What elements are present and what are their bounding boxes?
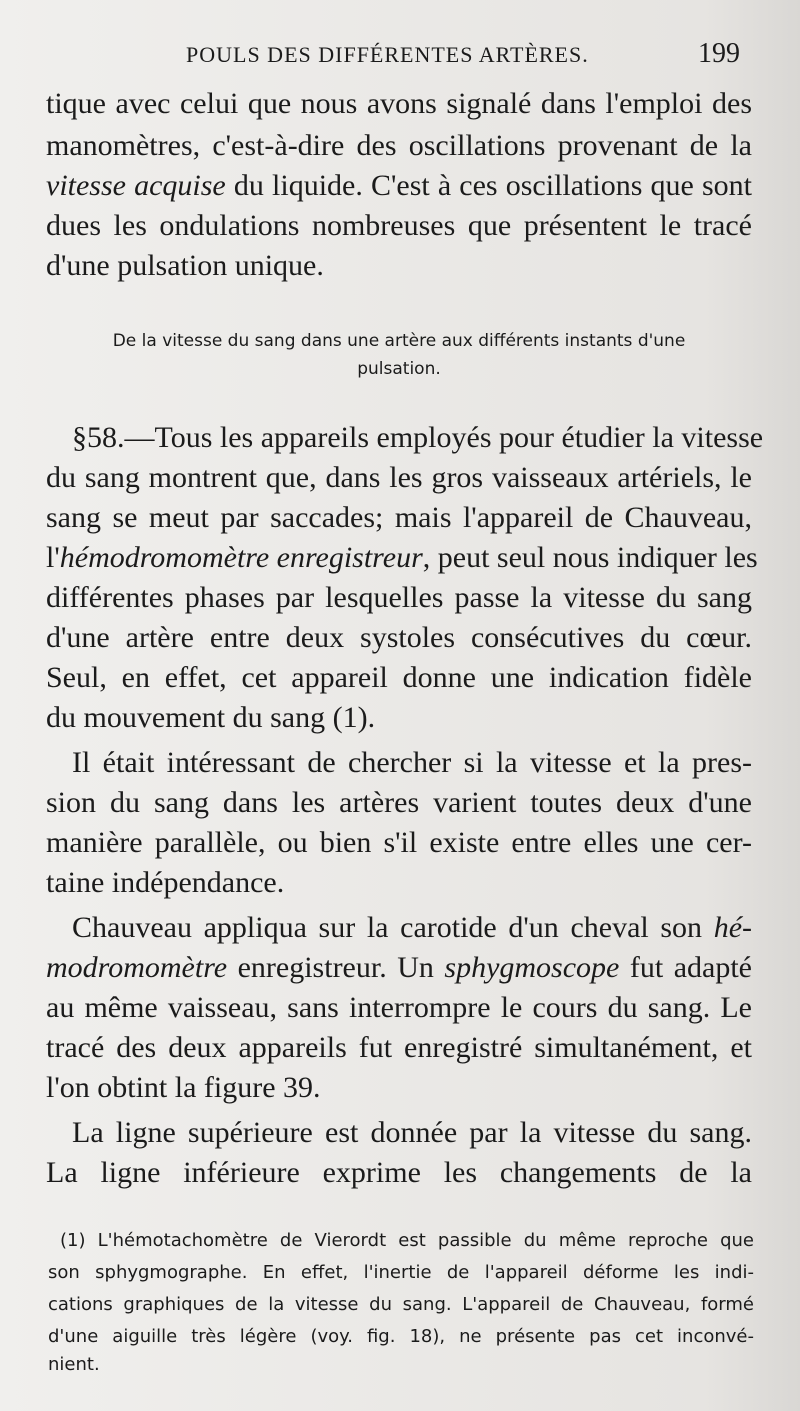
text-line: taine indépendance. bbox=[46, 866, 285, 899]
text-line: différentes phases par lesquelles passe la vitesse du sang bbox=[46, 581, 752, 614]
text-line: Seul, en effet, cet appareil donne une indication fidèle bbox=[46, 661, 752, 694]
page-header bbox=[0, 36, 800, 76]
text-line: sang se meut par saccades; mais l'appareil de Chauveau, bbox=[46, 501, 752, 534]
text-line: §58.—Tous les appareils employés pour étudier la vitesse bbox=[72, 421, 764, 454]
footnote-line: nient. bbox=[48, 1354, 100, 1375]
text-line: Il était intéressant de chercher si la vitesse et la pres- bbox=[72, 746, 752, 779]
text-line: l'on obtint la figure 39. bbox=[46, 1071, 321, 1104]
text-line: tracé des deux appareils fut enregistré simultanément, et bbox=[46, 1031, 752, 1064]
section-subtitle: De la vitesse du sang dans une artère aux différents instants d'une bbox=[112, 331, 686, 351]
text-line: d'une pulsation unique. bbox=[46, 249, 324, 282]
text-line: La ligne inférieure exprime les changements de la bbox=[46, 1156, 752, 1189]
running-title: POULS DES DIFFÉRENTES ARTÈRES. bbox=[186, 42, 589, 67]
text-line: au même vaisseau, sans interrompre le cours du sang. Le bbox=[46, 991, 752, 1024]
footnote-line: (1) L'hémotachomètre de Vierordt est passible du même reproche que bbox=[60, 1230, 754, 1251]
italic-term: modromomètre bbox=[46, 951, 228, 984]
text-line: du sang montrent que, dans les gros vaisseaux artériels, le bbox=[46, 461, 752, 494]
page-number: 199 bbox=[698, 38, 740, 69]
text-line: manomètres, c'est-à-dire des oscillations provenant de la bbox=[46, 129, 752, 162]
text-line: manière parallèle, ou bien s'il existe entre elles une cer- bbox=[46, 826, 752, 859]
section-subtitle: pulsation. bbox=[357, 359, 441, 379]
footnote-line: son sphygmographe. En effet, l'inertie de l'appareil déforme les indi- bbox=[48, 1262, 754, 1283]
text-line: Chauveau appliqua sur la carotide d'un cheval son hé- bbox=[72, 911, 752, 944]
footnote-line: cations graphiques de la vitesse du sang. L'appareil de Chauveau, formé bbox=[48, 1294, 754, 1315]
text-line: du mouvement du sang (1). bbox=[46, 701, 376, 734]
text-line: La ligne supérieure est donnée par la vitesse du sang. bbox=[72, 1116, 752, 1149]
text-line: modromomètre enregistreur. Un sphygmoscope fut adapté bbox=[46, 951, 753, 984]
italic-term: hé- bbox=[713, 911, 752, 944]
italic-term: vitesse acquise bbox=[46, 169, 226, 202]
text-line: d'une artère entre deux systoles consécutives du cœur. bbox=[46, 621, 752, 654]
italic-term: hémodromomètre enregistreur bbox=[59, 541, 423, 574]
italic-term: sphygmoscope bbox=[444, 951, 620, 984]
footnote-line: d'une aiguille très légère (voy. fig. 18), ne présente pas cet inconvé- bbox=[48, 1326, 754, 1347]
text-line: l'hémodromomètre enregistreur, peut seul nous indiquer les bbox=[46, 541, 758, 574]
text-line: vitesse acquise du liquide. C'est à ces oscillations que sont bbox=[46, 169, 752, 202]
text-line: tique avec celui que nous avons signalé dans l'emploi des bbox=[46, 87, 752, 120]
text-line: sion du sang dans les artères varient toutes deux d'une bbox=[46, 786, 752, 819]
text-line: dues les ondulations nombreuses que présentent le tracé bbox=[46, 209, 752, 242]
